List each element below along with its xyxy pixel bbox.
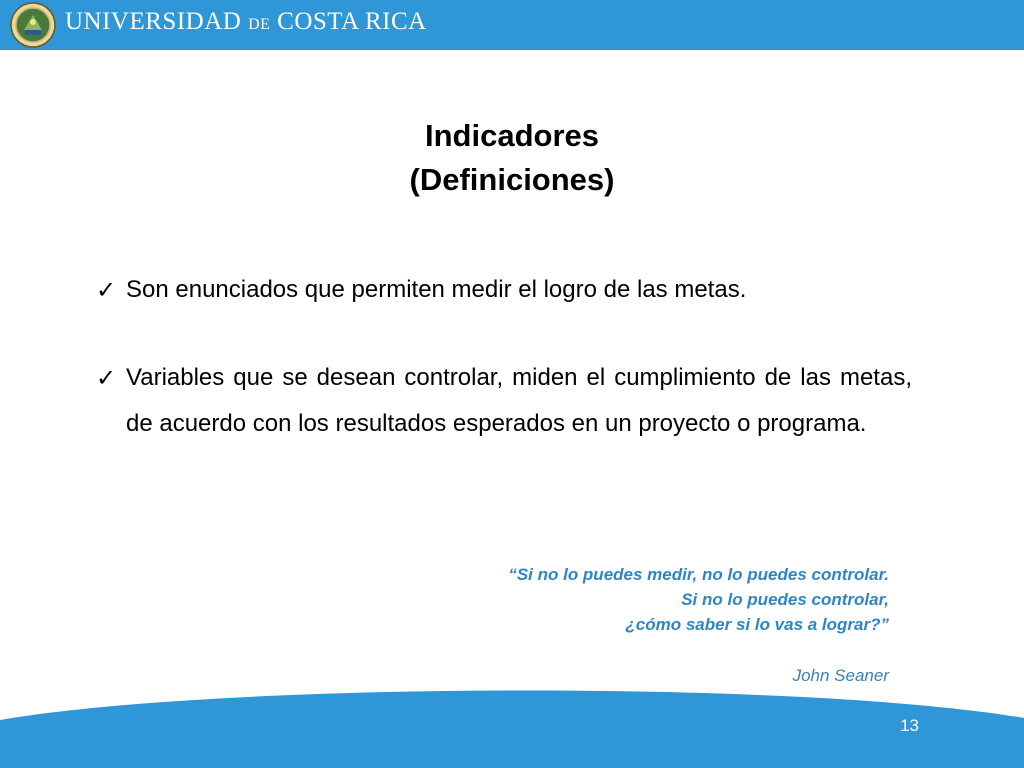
footer-wave [0, 680, 1024, 768]
university-seal-icon [10, 2, 56, 48]
checkmark-icon: ✓ [96, 276, 117, 304]
quote-line-3: ¿cómo saber si lo vas a lograr?” [625, 615, 889, 634]
quote-line-2: Si no lo puedes controlar, [681, 590, 889, 609]
quote-author: John Seaner [792, 666, 889, 685]
header-bar [0, 0, 1024, 50]
title-line-1: Indicadores [425, 118, 599, 153]
quote-line-1: “Si no lo puedes medir, no lo puedes controlar. [508, 565, 889, 584]
title-line-2: (Definiciones) [409, 162, 615, 197]
slide-title [0, 114, 1024, 202]
page-number: 13 [900, 716, 919, 735]
bullet-item-2 [96, 355, 912, 447]
bullet-item-1 [96, 267, 912, 313]
university-name: UNIVERSIDAD DE COSTA RICA [65, 8, 427, 35]
bullet-text-1: Son enunciados que permiten medir el logro de las metas. [126, 276, 747, 303]
checkmark-icon: ✓ [96, 364, 117, 392]
quote-block [508, 562, 889, 637]
bullet-text-2: Variables que se desean controlar, miden el cumplimiento de las metas, de acuerdo con los resultados esperados en un proyecto o programa. [126, 364, 912, 437]
